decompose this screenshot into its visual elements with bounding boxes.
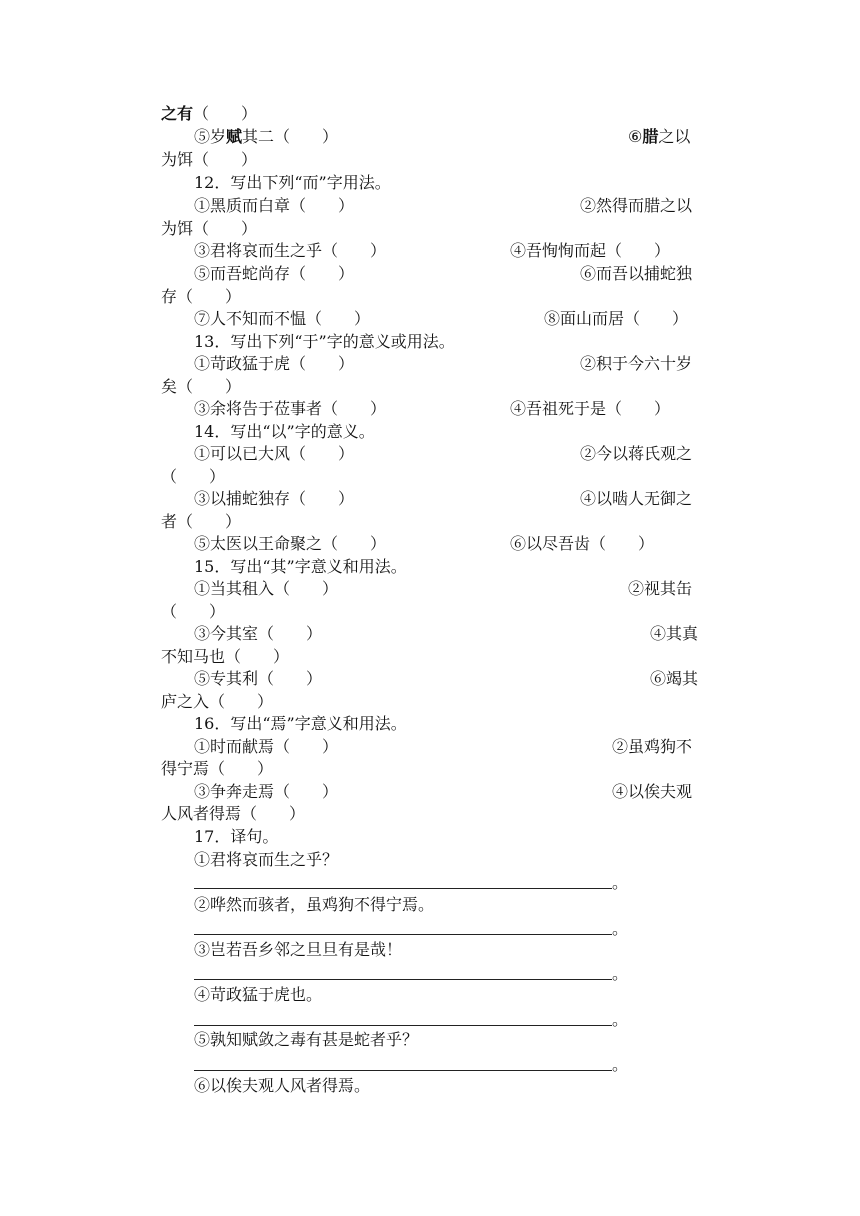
line-continuation: 人风者得焉（ ） (161, 804, 306, 823)
line-continuation: 为饵（ ） (161, 219, 258, 238)
line-continuation (161, 103, 257, 125)
translate-sentence: ④苛政猛于虎也。 (194, 985, 323, 1004)
answer-paren: （ ） (193, 104, 258, 123)
question-item: ④吾祖死于是（ ） (510, 399, 671, 418)
question-item: ①苛政猛于虎（ ） (194, 354, 355, 373)
question-item: ①时而献焉（ ） (194, 737, 339, 756)
question-16-heading: 16．写出“焉”字意义和用法。 (194, 714, 407, 733)
line-continuation: 不知马也（ ） (161, 647, 290, 666)
question-17-heading: 17．译句。 (194, 827, 279, 846)
bold-char: 腊 (642, 127, 659, 146)
question-item: ⑤而吾蛇尚存（ ） (194, 264, 355, 283)
line-continuation: 矣（ ） (161, 377, 242, 396)
line-continuation: （ ） (161, 602, 226, 621)
question-item: ⑧面山而居（ ） (544, 309, 689, 328)
answer-line[interactable] (194, 888, 612, 889)
answer-line[interactable] (194, 1025, 612, 1026)
question-item: ②虽鸡狗不 (612, 737, 693, 756)
item-prefix: ⑤岁 (194, 127, 227, 146)
bold-char: 赋 (226, 127, 243, 146)
question-item: ⑥而吾以捕蛇独 (580, 264, 693, 283)
period-mark: 。 (612, 919, 629, 938)
question-item: ⑦人不知而不愠（ ） (194, 309, 371, 328)
line-continuation: 为饵（ ） (161, 150, 258, 169)
translate-sentence: ②哗然而骇者，虽鸡狗不得宁焉。 (194, 895, 435, 914)
question-item: ④吾恂恂而起（ ） (510, 241, 671, 260)
question-item: ①黑质而白章（ ） (194, 196, 355, 215)
question-14-heading: 14．写出“以”字的意义。 (194, 422, 375, 441)
answer-line[interactable] (194, 934, 612, 935)
line-continuation: 得宁焉（ ） (161, 759, 274, 778)
item-suffix: 之以 (658, 127, 691, 146)
line-continuation: 庐之入（ ） (161, 692, 274, 711)
translate-sentence: ⑥以俟夫观人风者得焉。 (194, 1076, 371, 1095)
question-item: ③以捕蛇独存（ ） (194, 489, 355, 508)
question-item: ③君将哀而生之乎（ ） (194, 241, 387, 260)
question-item: ②积于今六十岁 (580, 354, 693, 373)
question-item: ④以俟夫观 (612, 782, 693, 801)
bold-char: 之有 (161, 104, 194, 123)
item-5 (194, 126, 338, 148)
question-12-heading: 12．写出下列“而”字用法。 (194, 173, 391, 192)
period-mark: 。 (612, 1010, 629, 1029)
question-item: ③余将告于莅事者（ ） (194, 399, 387, 418)
question-item: ⑤太医以王命聚之（ ） (194, 534, 387, 553)
question-item: ③今其室（ ） (194, 624, 323, 643)
question-item: ②然得而腊之以 (580, 196, 693, 215)
question-item: ②今以蒋氏观之 (580, 444, 693, 463)
question-item: ①当其租入（ ） (194, 579, 339, 598)
item-suffix: 其二（ ） (242, 127, 339, 146)
line-continuation: （ ） (161, 467, 226, 486)
question-item: ⑤专其利（ ） (194, 669, 323, 688)
question-15-heading: 15．写出“其”字意义和用法。 (194, 557, 407, 576)
line-continuation: 者（ ） (161, 512, 242, 531)
question-item: ①可以已大风（ ） (194, 444, 355, 463)
answer-line[interactable] (194, 979, 612, 980)
translate-sentence: ③岂若吾乡邻之旦旦有是哉！ (194, 940, 403, 959)
item-6 (628, 126, 690, 148)
line-continuation: 存（ ） (161, 287, 242, 306)
question-item: ④以啮人无御之 (580, 489, 693, 508)
period-mark: 。 (612, 1055, 629, 1074)
translate-sentence: ①君将哀而生之乎？ (194, 850, 339, 869)
question-13-heading: 13．写出下列“于”字的意义或用法。 (194, 332, 455, 351)
period-mark: 。 (612, 873, 629, 892)
question-item: ④其真 (650, 624, 699, 643)
question-item: ⑥竭其 (650, 669, 699, 688)
question-item: ②视其缶 (628, 579, 693, 598)
item-prefix: ⑥ (628, 127, 643, 146)
question-item: ③争奔走焉（ ） (194, 782, 339, 801)
question-item: ⑥以尽吾齿（ ） (510, 534, 655, 553)
answer-line[interactable] (194, 1070, 612, 1071)
period-mark: 。 (612, 964, 629, 983)
translate-sentence: ⑤孰知赋敛之毒有甚是蛇者乎？ (194, 1030, 419, 1049)
